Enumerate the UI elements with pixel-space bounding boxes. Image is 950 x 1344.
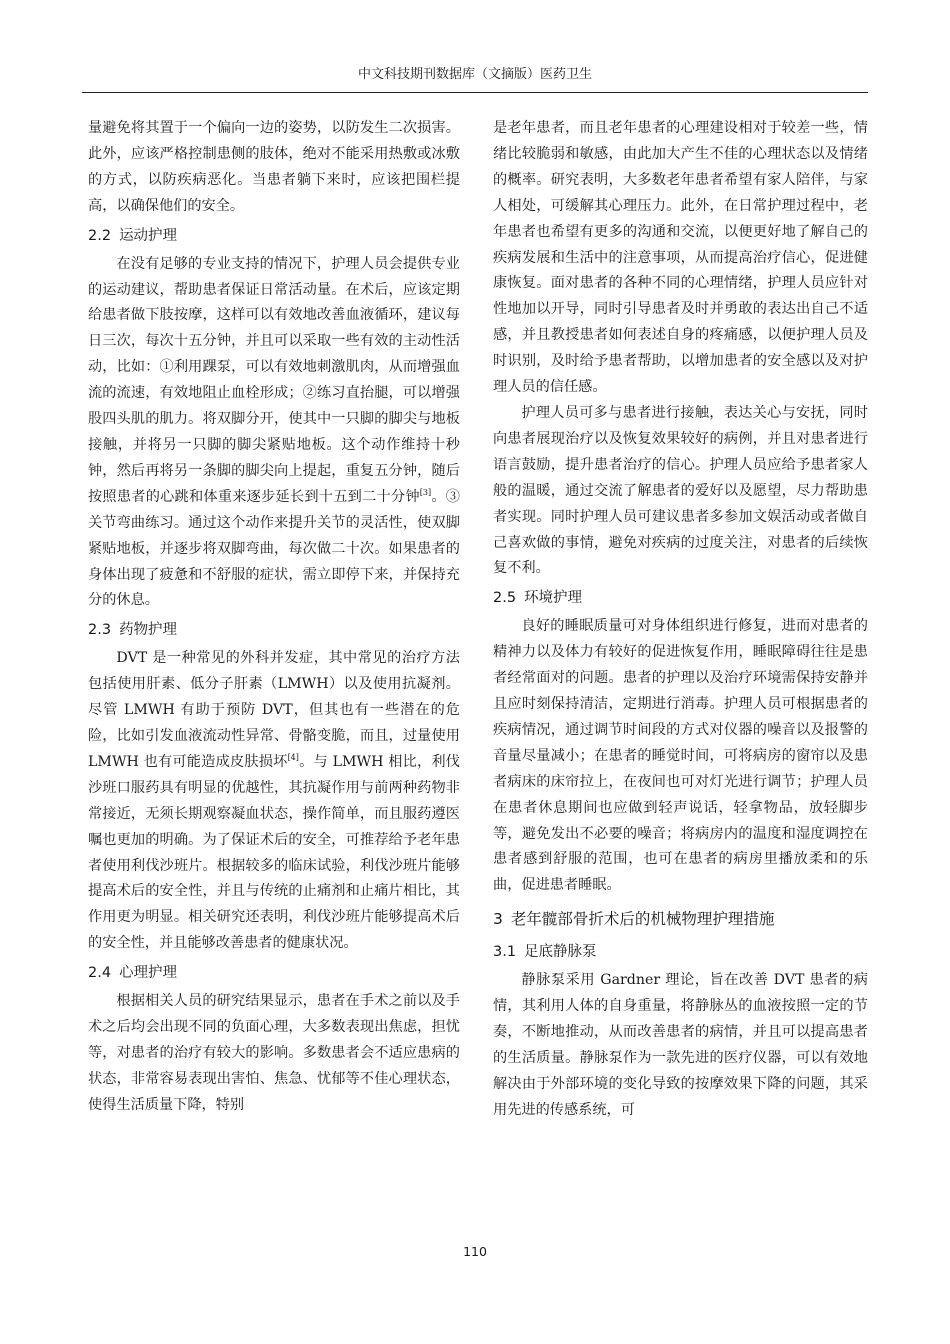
left-column	[88, 116, 460, 1119]
section-heading-3: 3 老年髋部骨折术后的机械物理护理措施	[493, 910, 775, 929]
paragraph: 是老年患者，而且老年患者的心理建设相对于较差一些，情绪比较脆弱和敏感，由此加大产生不佳的心理状态以及情绪的概率。研究表明，大多数老年患者希望有家人陪伴，与家人相处，可缓解其心理压力。此外，在日常护理过程中，老年患者也希望有更多的沟通和交流，以便更好地了解自己的疾病发展和生活中的注意事项，从而提高治疗信心，促进健康恢复。面对患者的各种不同的心理情绪，护理人员应针对性地加以开导，同时引导患者及时并勇敢的表达出自己不适感，并且教授患者如何表述自身的疼痛感，以便护理人员及时识别，及时给予患者帮助，以增加患者的安全感以及对护理人员的信任感。	[493, 120, 868, 396]
section-heading-3-1: 3.1 足底静脉泵	[493, 944, 597, 961]
paragraph: 静脉泵采用 Gardner 理论，旨在改善 DVT 患者的病情，其利用人体的自身重量，将静脉丛的血液按照一定的节奏，不断地推动，从而改善患者的病情，并且可以提高患者的生活质量。静脉泵作为一款先进的医疗仪器，可以有效地解决由于外部环境的变化导致的按摩效果下降的问题，其采用先进的传感系统，可	[493, 972, 868, 1118]
paragraph: 护理人员可多与患者进行接触，表达关心与安抚，同时向患者展现治疗以及恢复效果较好的病例，并且对患者进行语言鼓励，提升患者治疗的信心。护理人员应给予患者家人般的温暖，通过交流了解患者的爱好以及愿望，尽力帮助患者实现。同时护理人员可建议患者多参加文娱活动或者做自己喜欢做的事情，避免对疾病的过度关注，对患者的后续恢复不利。	[493, 404, 868, 577]
paragraph: 根据相关人员的研究结果显示，患者在手术之前以及手术之后均会出现不同的负面心理，大多数表现出焦虑，担忧等，对患者的治疗有较大的影响。多数患者会不适应患病的状态，非常容易表现出害怕、焦急、忧郁等不佳心理状态，使得生活质量下降，特别	[88, 993, 460, 1113]
section-heading-2-4: 2.4 心理护理	[88, 965, 178, 982]
right-column	[493, 116, 868, 1124]
page-number: 110	[463, 1244, 487, 1259]
section-heading-2-5: 2.5 环境护理	[493, 590, 583, 607]
paragraph: DVT 是一种常见的外科并发症，其中常见的治疗方法包括使用肝素、低分子肝素（LMWH）以及使用抗凝剂。尽管 LMWH 有助于预防 DVT，但其也有一些潜在的危险，比如引发血液流动性异常、骨骼变脆，而且，过量使用 LMWH 也有可能造成皮肤损坏[4]。与 LMWH 相比，利伐沙班口服药具有明显的优越性，其抗凝作用与前两种药物非常接近，无须长期观察凝血状态，操作简单，而且服药遵医嘱也更加的明确。为了保证术后的安全，可推荐给予老年患者使用利伐沙班片。根据较多的临床试验，利伐沙班片能够提高术后的安全性，并且与传统的止痛剂和止痛片相比，其作用更为明显。相关研究还表明，利伐沙班片能够提高术后的安全性，并且能够改善患者的健康状况。	[88, 650, 460, 952]
paragraph: 良好的睡眠质量可对身体组织进行修复，进而对患者的精神力以及体力有较好的促进恢复作用，睡眠障碍往往是患者经常面对的问题。患者的护理以及治疗环境需保持安静并且应时刻保持清洁，定期进行消毒。护理人员可根据患者的疾病情况，通过调节时间段的方式对仪器的噪音以及报警的音量尽量减小；在患者的睡觉时间，可将病房的窗帘以及患者病床的床帘拉上，在夜间也可对灯光进行调节；护理人员在患者休息期间也应做到轻声说话，轻拿物品，放轻脚步等，避免发出不必要的噪音；将病房内的温度和湿度调控在患者感到舒服的范围，也可在患者的病房里播放柔和的乐曲，促进患者睡眠。	[493, 618, 868, 894]
section-heading-2-2: 2.2 运动护理	[88, 227, 178, 244]
paragraph: 在没有足够的专业支持的情况下，护理人员会提供专业的运动建议，帮助患者保证日常活动量。在术后，应该定期给患者做下肢按摩，这样可以有效地改善血液循环，建议每日三次，每次十五分钟，并且可以采取一些有效的主动性活动，比如：①利用踝泵，可以有效地刺激肌肉，从而增强血流的流速，有效地阻止血栓形成；②练习直抬腿，可以增强股四头肌的肌力。将双脚分开，使其中一只脚的脚尖与地板接触，并将另一只脚的脚尖紧贴地板。这个动作维持十秒钟，然后再将另一条脚的脚尖向上提起，重复五分钟，随后按照患者的心跳和体重来逐步延长到十五到二十分钟[3]。③关节弯曲练习。通过这个动作来提升关节的灵活性，使双脚紧贴地板，并逐步将双脚弯曲，每次做二十次。如果患者的身体出现了疲惫和不舒服的症状，需立即停下来，并保持充分的休息。	[88, 255, 460, 609]
paragraph: 量避免将其置于一个偏向一边的姿势，以防发生二次损害。此外，应该严格控制患侧的肢体，绝对不能采用热敷或冰敷的方式，以防疾病恶化。当患者躺下来时，应该把围栏提高，以确保他们的安全。	[88, 120, 460, 214]
journal-title: 中文科技期刊数据库（文摘版）医药卫生	[357, 67, 592, 82]
citation: [4]	[287, 752, 299, 762]
journal-header	[82, 58, 868, 93]
citation: [3]	[419, 487, 432, 497]
section-heading-2-3: 2.3 药物护理	[88, 622, 178, 639]
